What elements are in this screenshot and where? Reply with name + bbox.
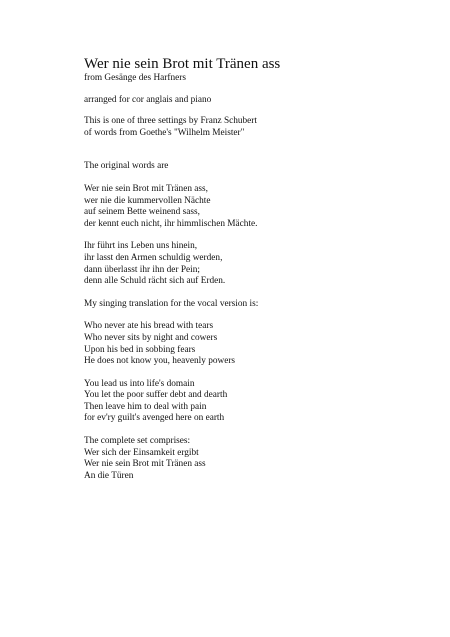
original-words-heading: The original words are: [84, 161, 169, 172]
verse-line: You lead us into life's domain: [84, 378, 195, 389]
spacer: [84, 230, 424, 241]
verse-line: Who never ate his bread with tears: [84, 321, 214, 332]
set-item: Wer nie sein Brot mit Tränen ass: [84, 459, 206, 470]
verse-line: Ihr führt ins Leben uns hinein,: [84, 241, 198, 252]
spacer: [84, 139, 424, 161]
original-verse-1: [84, 184, 424, 230]
verse-line: Then leave him to deal with pain: [84, 401, 207, 412]
verse-line: dann überlasst ihr ihn der Pein;: [84, 264, 200, 275]
set-item: Wer sich der Einsamkeit ergibt: [84, 447, 199, 458]
set-item: An die Türen: [84, 470, 134, 481]
spacer: [84, 106, 424, 116]
set-list: [84, 436, 424, 482]
verse-line: He does not know you, heavenly powers: [84, 356, 236, 367]
verse-line: der kennt euch nicht, ihr himmlischen Mächte.: [84, 218, 258, 229]
verse-line: wer nie die kummervollen Nächte: [84, 195, 211, 206]
verse-line: denn alle Schuld rächt sich auf Erden.: [84, 276, 226, 287]
spacer: [84, 173, 424, 184]
set-heading: The complete set comprises:: [84, 436, 191, 447]
verse-line: You let the poor suffer debt and dearth: [84, 390, 228, 401]
document-title: Wer nie sein Brot mit Tränen ass: [84, 56, 281, 72]
verse-line: ihr lasst den Armen schuldig werden,: [84, 252, 223, 263]
verse-line: auf seinem Bette weinend sass,: [84, 207, 200, 218]
translation-heading: My singing translation for the vocal version is:: [84, 298, 259, 309]
arrangement-note: arranged for cor anglais and piano: [84, 94, 212, 105]
verse-line: Who never sits by night and cowers: [84, 332, 218, 343]
verse-line: for ev'ry guilt's avenged here on earth: [84, 413, 225, 424]
document-subtitle: from Gesänge des Harfners: [84, 73, 186, 83]
document-page: [84, 56, 424, 482]
spacer: [84, 425, 424, 436]
translation-verse-1: [84, 321, 424, 367]
intro-paragraph: [84, 116, 424, 139]
spacer: [84, 288, 424, 299]
spacer: [84, 85, 424, 95]
original-verse-2: [84, 241, 424, 287]
translation-verse-2: [84, 379, 424, 425]
verse-line: Upon his bed in sobbing fears: [84, 344, 196, 355]
verse-line: Wer nie sein Brot mit Tränen ass,: [84, 183, 208, 194]
intro-line: This is one of three settings by Franz Schubert: [84, 116, 257, 127]
spacer: [84, 310, 424, 321]
spacer: [84, 368, 424, 379]
intro-line: of words from Goethe's "Wilhelm Meister": [84, 127, 245, 138]
